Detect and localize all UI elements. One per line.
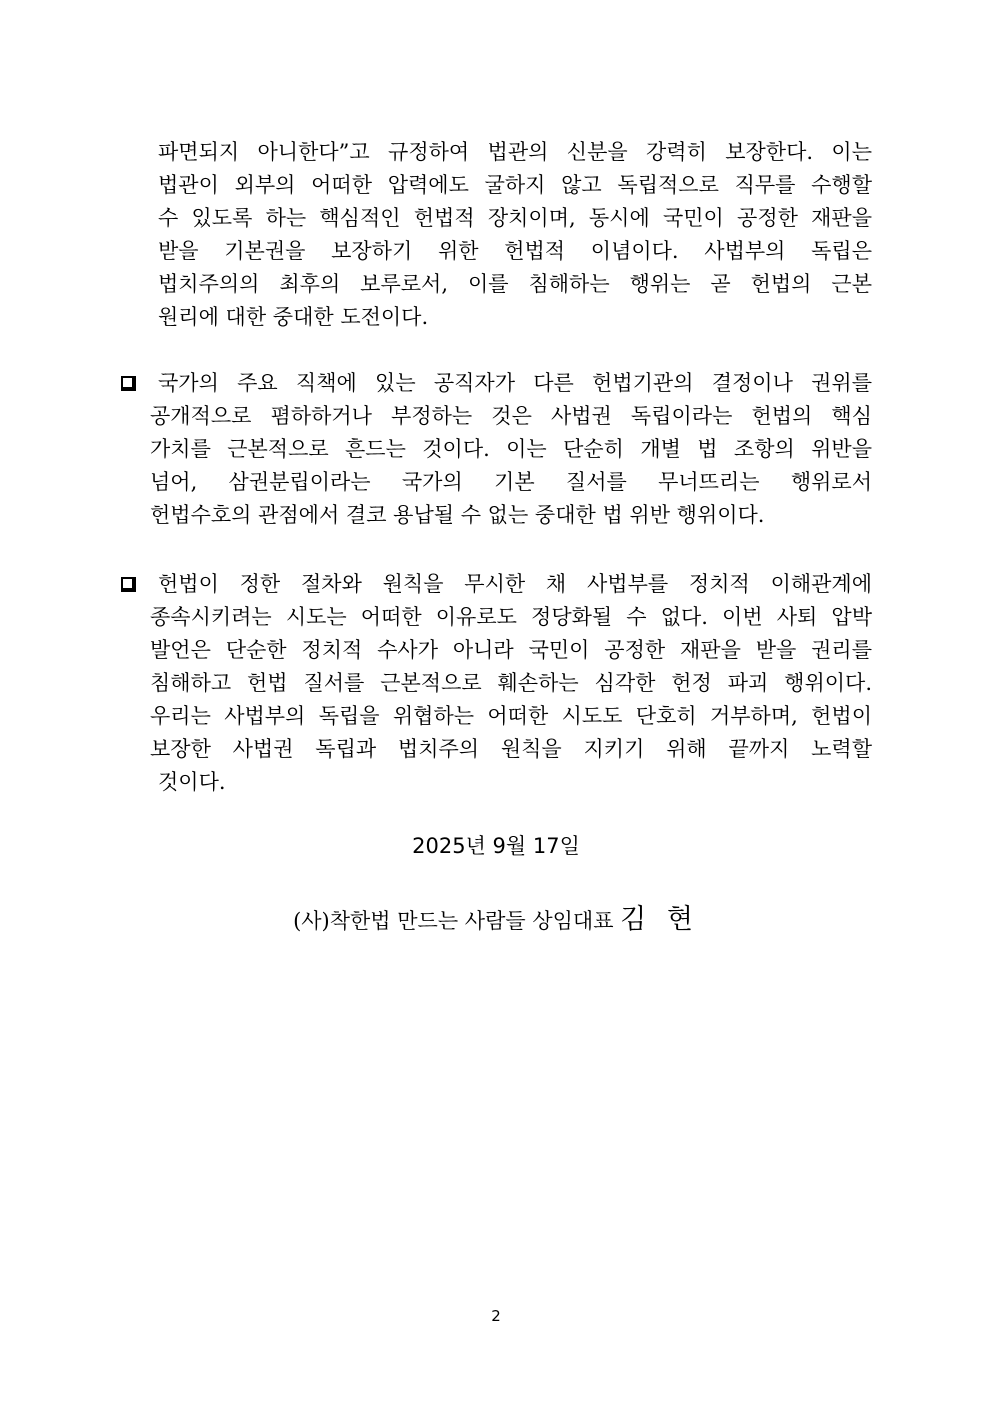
paragraph-line: 수 있도록 하는 핵심적인 헌법적 장치이며, 동시에 국민이 공정한 재판을 [158,206,872,230]
paragraph-line: 헌법수호의 관점에서 결코 용납될 수 없는 중대한 법 위반 행위이다. [150,503,765,527]
signature-name: 김 현 [620,904,699,935]
checkbox-bullet-icon [121,376,136,391]
paragraph-line: 법관이 외부의 어떠한 압력에도 굴하지 않고 독립적으로 직무를 수행할 [158,173,872,197]
paragraph-line: 파면되지 아니한다”고 규정하여 법관의 신분을 강력히 보장한다. 이는 [158,140,872,164]
paragraph-line: 종속시키려는 시도는 어떠한 이유로도 정당화될 수 없다. 이번 사퇴 압박 [150,605,872,629]
paragraph-line: 원리에 대한 중대한 도전이다. [158,305,429,329]
paragraph-line: 발언은 단순한 정치적 수사가 아니라 국민이 공정한 재판을 받을 권리를 [150,638,872,662]
checkbox-bullet-icon [121,577,136,592]
page-number: 2 [491,1307,501,1325]
signature-organization: (사)착한법 만드는 사람들 상임대표 [293,909,614,933]
paragraph-line: 우리는 사법부의 독립을 위협하는 어떠한 시도도 단호히 거부하며, 헌법이 [150,704,872,728]
paragraph-line: 보장한 사법권 독립과 법치주의 원칙을 지키기 위해 끝까지 노력할 [150,737,872,761]
signature-block [0,903,992,938]
paragraph-line: 넘어, 삼권분립이라는 국가의 기본 질서를 무너뜨리는 행위로서 [150,470,872,494]
paragraph-line: 받을 기본권을 보장하기 위한 헌법적 이념이다. 사법부의 독립은 [158,239,872,263]
paragraph-line: 법치주의의 최후의 보루로서, 이를 침해하는 행위는 곧 헌법의 근본 [158,272,872,296]
paragraph-line: 헌법이 정한 절차와 원칙을 무시한 채 사법부를 정치적 이해관계에 [158,572,872,596]
paragraph-line: 가치를 근본적으로 흔드는 것이다. 이는 단순히 개별 법 조항의 위반을 [150,437,872,461]
document-date: 2025년 9월 17일 [412,834,580,858]
paragraph-line: 공개적으로 폄하하거나 부정하는 것은 사법권 독립이라는 헌법의 핵심 [150,404,872,428]
paragraph-line: 국가의 주요 직책에 있는 공직자가 다른 헌법기관의 결정이나 권위를 [158,371,872,395]
paragraph-line: 침해하고 헌법 질서를 근본적으로 훼손하는 심각한 헌정 파괴 행위이다. [150,671,872,695]
paragraph-line: 것이다. [158,770,226,794]
